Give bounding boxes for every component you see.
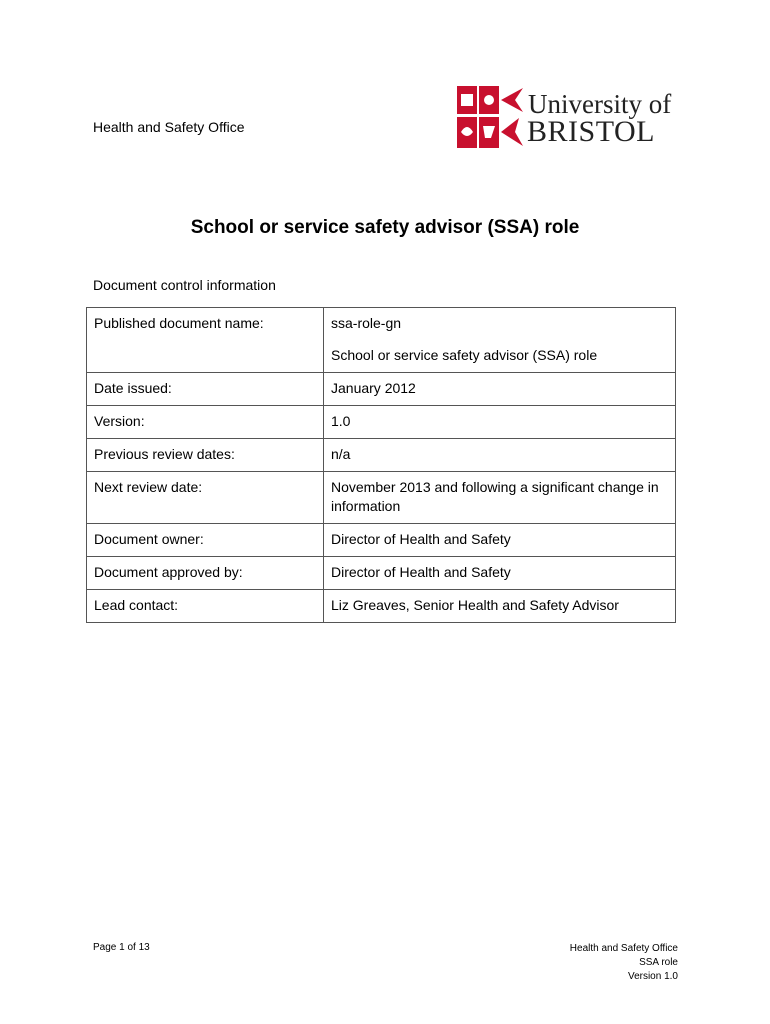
- row-key: Next review date:: [87, 472, 324, 524]
- row-key: Published document name:: [87, 308, 324, 373]
- row-value: n/a: [324, 439, 676, 472]
- footer-doc-name: SSA role: [639, 957, 678, 968]
- table-row: [87, 590, 676, 623]
- row-key: Lead contact:: [87, 590, 324, 623]
- row-value: January 2012: [324, 373, 676, 406]
- document-title: School or service safety advisor (SSA) role: [190, 217, 580, 238]
- row-value-line-2: School or service safety advisor (SSA) role: [331, 347, 598, 363]
- table-row: [87, 557, 676, 590]
- row-key: Previous review dates:: [87, 439, 324, 472]
- page-number: Page 1 of 13: [93, 942, 150, 953]
- university-crest-icon: [457, 86, 523, 148]
- footer-office: Health and Safety Office: [569, 943, 678, 954]
- row-value: 1.0: [324, 406, 676, 439]
- row-value: [324, 308, 676, 373]
- table-row: [87, 406, 676, 439]
- logo-line-2: BRISTOL: [527, 115, 655, 148]
- table-row: [87, 524, 676, 557]
- university-logo: [457, 86, 679, 148]
- table-row: [87, 439, 676, 472]
- table-row: [87, 308, 676, 373]
- row-key: Date issued:: [87, 373, 324, 406]
- section-label: Document control information: [93, 277, 276, 293]
- row-value: November 2013 and following a significant change in information: [324, 472, 676, 524]
- office-name: Health and Safety Office: [93, 119, 245, 135]
- document-control-table: [86, 307, 676, 623]
- row-key: Version:: [87, 406, 324, 439]
- table-row: [87, 373, 676, 406]
- row-value: Director of Health and Safety: [324, 557, 676, 590]
- row-key: Document approved by:: [87, 557, 324, 590]
- footer-version: Version 1.0: [627, 971, 678, 982]
- table-row: [87, 472, 676, 524]
- row-value-line-1: ssa-role-gn: [331, 315, 402, 331]
- row-value: Director of Health and Safety: [324, 524, 676, 557]
- row-value: Liz Greaves, Senior Health and Safety Advisor: [324, 590, 676, 623]
- logo-line-1: University of: [528, 89, 672, 119]
- footer-info: [570, 942, 678, 984]
- row-key: Document owner:: [87, 524, 324, 557]
